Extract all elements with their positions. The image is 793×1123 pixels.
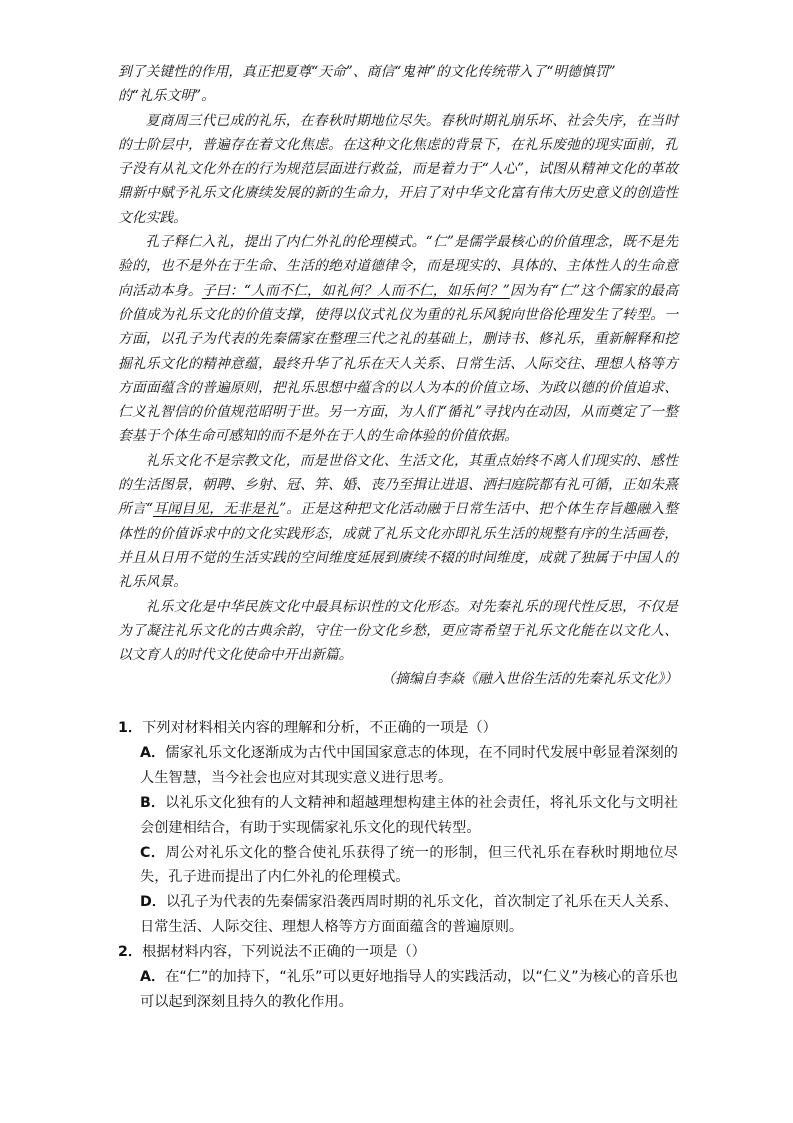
passage-paragraph-4: 礼乐文化是中华民族文化中最具标识性的文化形态。对先秦礼乐的现代性反思，不仅是为了凝注礼乐文化的古典余韵，守住一份文化乡愁，更应寄希望于礼乐文化能在以文化人、以文育人的时代文化使命中开出新篇。	[118, 598, 678, 664]
passage-line: 的“礼乐文明”。	[118, 88, 215, 105]
question-1-option-c	[140, 841, 678, 891]
underlined-quote: 子曰：“人而不仁，如礼何？人而不仁，如乐何？”	[201, 282, 510, 299]
option-text: 以礼乐文化独有的人文精神和超越理想构建主体的社会责任，将礼乐文化与文明社会创建相结合，有助于实现儒家礼乐文化的现代转型。	[140, 794, 678, 836]
option-text: 在“仁”的加持下，“礼乐”可以更好地指导人的实践活动，以“仁义”为核心的音乐也可以起到深刻且持久的教化作用。	[140, 969, 678, 1010]
question-text: 根据材料内容，下列说法不正确的一项是（）	[142, 944, 426, 961]
passage-text: ”。正是这种把文化活动融于日常生活中、把个体生存旨趣融入整体性的价值诉求中的文化实践形态，成就了礼乐文化亦即礼乐生活的规整有序的生活画卷，并且从日用不觉的生活实践的空间维度延展到赓续不辍的时间维度，成就了独属于中国人的礼乐风景。	[118, 501, 678, 591]
option-letter: A．	[140, 969, 166, 986]
question-1-option-b	[140, 791, 678, 841]
option-text: 周公对礼乐文化的整合使礼乐获得了统一的形制，但三代礼乐在春秋时期地位尽失，孔子进而提出了内仁外礼的伦理模式。	[140, 844, 678, 886]
passage-paragraph-1: 夏商周三代已成的礼乐，在春秋时期地位尽失。春秋时期礼崩乐坏、社会失序，在当时的士阶层中，普遍存在着文化焦虑。在这种文化焦虑的背景下，在礼乐废弛的现实面前，孔子没有从礼文化外在的行为规范层面进行救益，而是着力于“人心”，试图从精神文化的革故鼎新中赋予礼乐文化赓续发展的新的生命力，开启了对中华文化富有伟大历史意义的创造性文化实践。	[118, 112, 678, 226]
option-letter: B．	[140, 794, 166, 811]
passage-text: 因为有“仁”这个儒家的最高价值成为礼乐文化的价值支撑，使得以仪式礼仪为重的礼乐风貌向世俗伦理发生了转型。一方面，以孔子为代表的先秦儒家在整理三代之礼的基础上，删诗书、修礼乐，重新解释和挖掘礼乐文化的精神意蕴，最终升华了礼乐在天人关系、日常生活、人际交往、理想人格等方方面面蕴含的普遍原则，把礼乐思想中蕴含的以人为本的价值立场、为政以德的价值追求、仁义礼智信的价值规范昭明于世。另一方面，为人们“循礼”寻找内在动因，从而奠定了一整套基于个体生命可感知的而不是外在于人的生命体验的价值依据。	[118, 282, 679, 445]
underlined-quote: 耳闻目见，无非是礼	[153, 501, 280, 518]
question-1-option-a	[140, 741, 678, 791]
passage-paragraph-2	[118, 230, 678, 449]
option-letter: C．	[140, 844, 166, 861]
passage-paragraph-3	[118, 449, 678, 595]
passage-text: 礼乐文化不是宗教文化，而是世俗文化、生活文化，其重点始终不离人们现实的、感性的生活图景，朝聘、乡射、冠、笄、婚、丧乃至揖让进退、洒扫庭院都有礼可循，正如朱熹所言“	[118, 452, 678, 518]
option-text: 以孔子为代表的先秦儒家沿袭西周时期的礼乐文化，首次制定了礼乐在天人关系、日常生活、人际交往、理想人格等方方面面蕴含的普遍原则。	[140, 894, 678, 936]
question-number: 2．	[118, 944, 143, 961]
passage-text: 孔子释仁入礼，提出了内仁外礼的伦理模式。“仁”是儒学最核心的价值理念，既不是先验的，也不是外在于生命、生活的绝对道德律令，而是现实的、具体的、主体性人的生命意向活动本身。	[118, 234, 678, 299]
question-list	[118, 716, 678, 1015]
option-letter: A．	[140, 744, 166, 761]
passage-line: 到了关键性的作用，真正把夏尊“天命”、商信“鬼神”的文化传统带入了“明德慎罚”	[118, 64, 616, 80]
question-1-stem	[118, 716, 678, 741]
option-text: 儒家礼乐文化逐渐成为古代中国国家意志的体现，在不同时代发展中彰显着深刻的人生智慧，当今社会也应对其现实意义进行思考。	[140, 744, 678, 786]
option-letter: D．	[140, 894, 167, 911]
reading-passage	[118, 60, 678, 692]
question-text: 下列对材料相关内容的理解和分析，不正确的一项是（）	[142, 720, 497, 736]
question-2-stem	[118, 940, 678, 965]
passage-paragraph-0	[118, 60, 678, 109]
question-1-option-d	[140, 890, 678, 940]
question-number: 1．	[118, 720, 143, 736]
question-2-option-a	[140, 965, 678, 1015]
passage-source: （摘编自李焱《融入世俗生活的先秦礼乐文化》）	[381, 671, 678, 688]
